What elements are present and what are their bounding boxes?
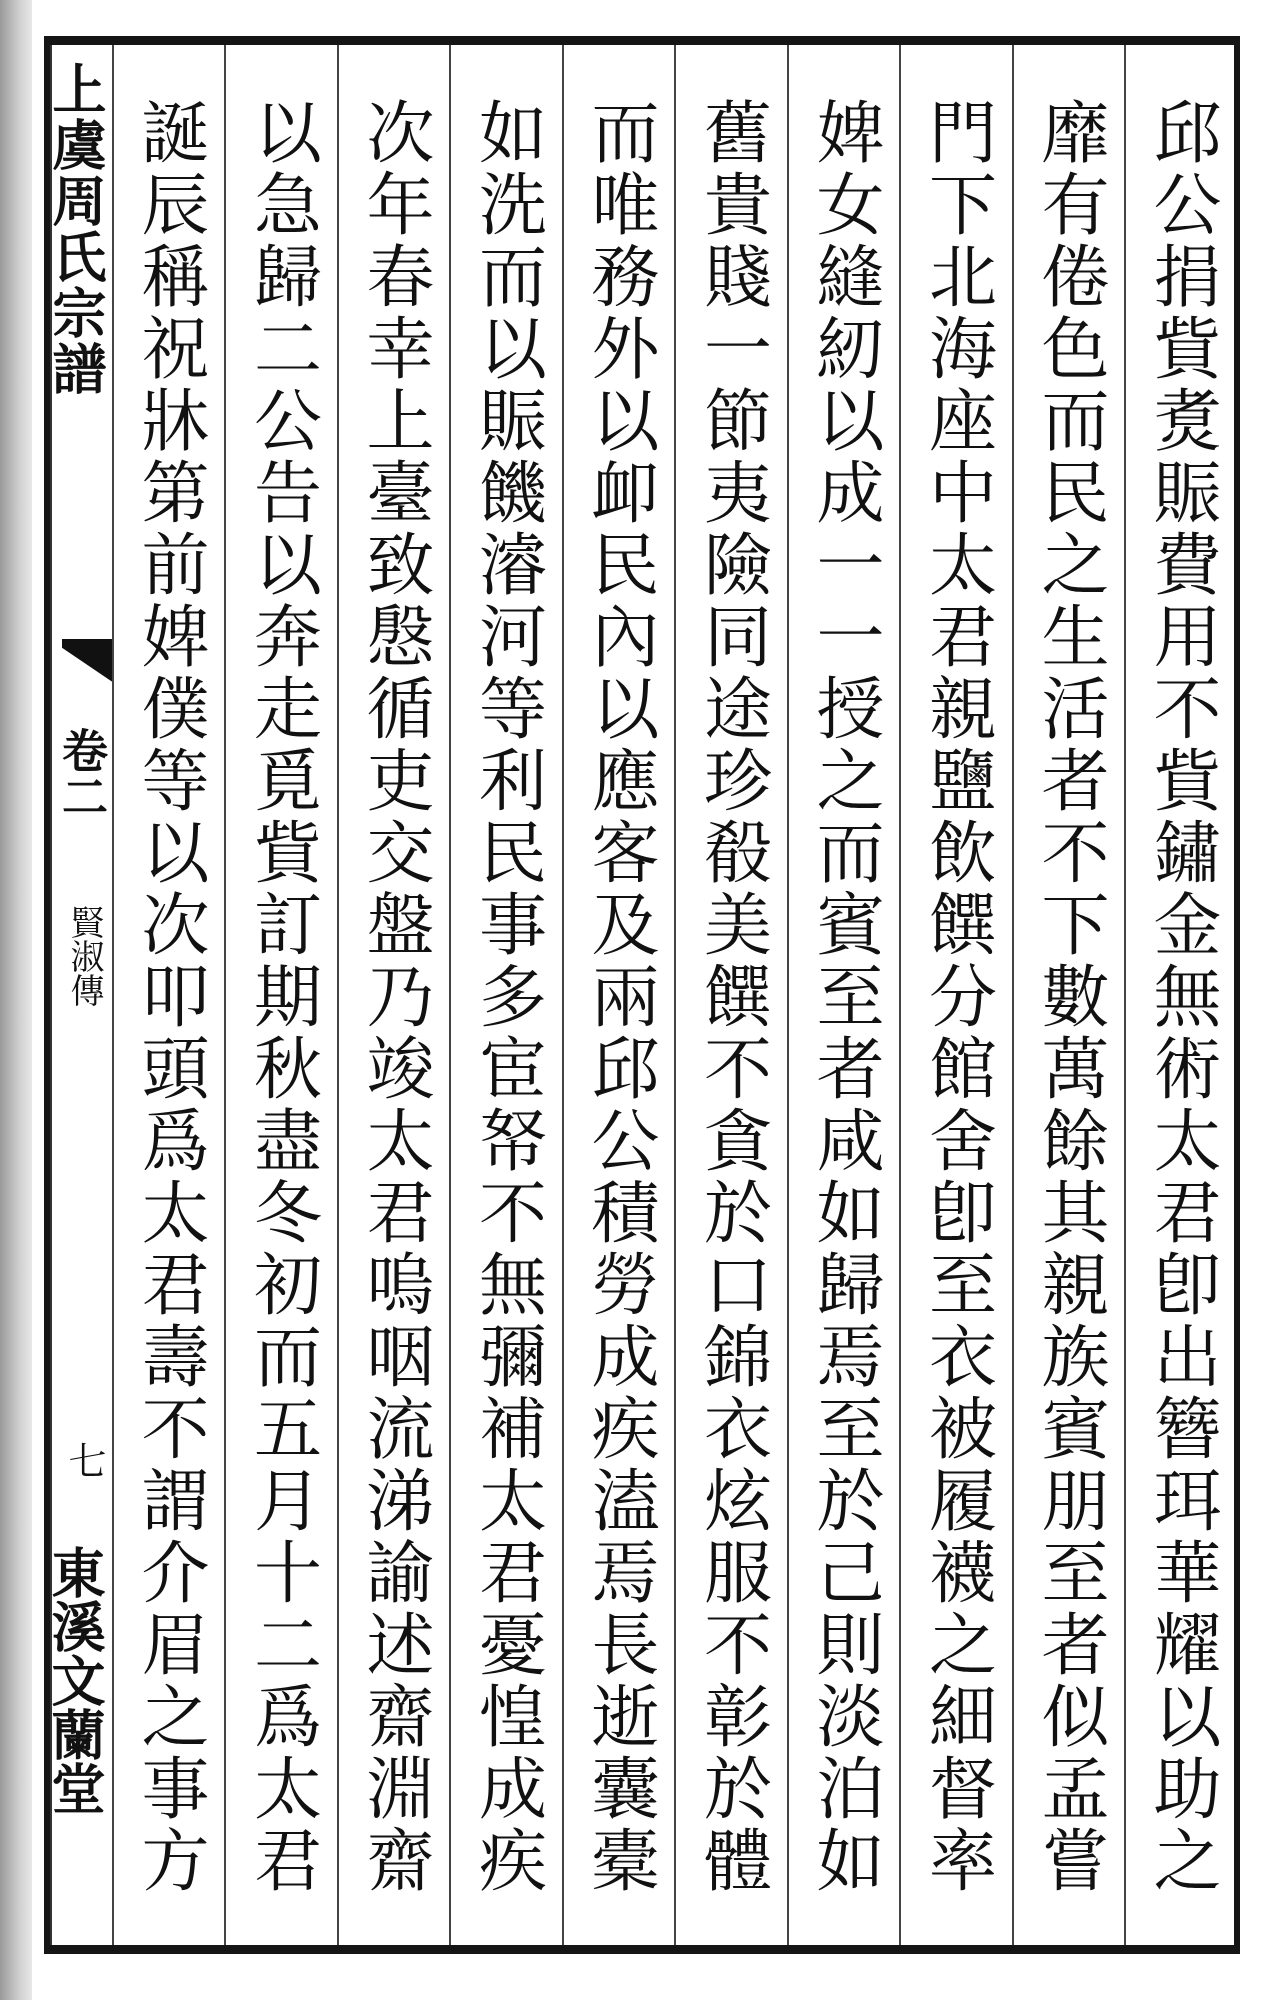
text-column-7-text: 如洗而以賑饑濬河等利民事多宦帑不無彌補太君憂惶成疾 bbox=[467, 97, 547, 1897]
margin-page-number: 七 bbox=[62, 1441, 106, 1479]
fishtail-mark bbox=[62, 639, 114, 683]
text-column-9-text: 以急歸二公告以奔走覓貲訂期秋盡冬初而五月十二爲太君 bbox=[242, 97, 322, 1897]
page-frame bbox=[44, 36, 1240, 1954]
margin-column bbox=[43, 45, 112, 1945]
text-column-9 bbox=[224, 45, 337, 1945]
book-binding-edge bbox=[0, 0, 32, 2000]
text-column-6 bbox=[562, 45, 674, 1945]
text-column-3 bbox=[899, 45, 1012, 1945]
margin-section: 賢淑傳 bbox=[64, 905, 104, 1007]
text-column-10-text: 誕辰稱祝牀第前婢僕等以次叩頭爲太君壽不謂介眉之事方 bbox=[130, 97, 209, 1897]
page-frame-inner bbox=[43, 45, 1234, 1945]
text-column-2 bbox=[1012, 45, 1124, 1945]
text-column-2-text: 靡有倦色而民之生活者不下數萬餘其親族賓朋至者似孟嘗 bbox=[1030, 97, 1109, 1897]
margin-title: 上虞周氏宗譜 bbox=[44, 61, 108, 397]
margin-hall-name: 東溪文蘭堂 bbox=[43, 1545, 107, 1815]
text-column-7 bbox=[449, 45, 562, 1945]
text-column-8-text: 次年春幸上臺致慇循吏交盤乃竣太君嗚咽流涕諭述齋淵齋 bbox=[355, 97, 434, 1897]
text-column-10 bbox=[112, 45, 224, 1945]
text-column-4 bbox=[787, 45, 899, 1945]
margin-volume: 卷二 bbox=[55, 727, 109, 819]
text-column-4-text: 婢女縫紉以成一一授之而賓至者咸如歸焉至於己則淡泊如 bbox=[805, 97, 884, 1897]
text-column-5-text: 舊貴賤一節夷險同途珍殽美饌不貪於口錦衣炫服不彰於體 bbox=[692, 97, 772, 1897]
text-column-1-text: 邱公捐貲煑賑費用不貲鏽金無術太君卽出簪珥華耀以助之 bbox=[1142, 97, 1221, 1897]
text-column-3-text: 門下北海座中太君親鹽飲饌分館舍卽至衣被履襪之細督率 bbox=[917, 97, 997, 1897]
text-column-6-text: 而唯務外以卹民內以應客及兩邱公積勞成疾溘焉長逝囊橐 bbox=[580, 97, 659, 1897]
text-column-8 bbox=[337, 45, 449, 1945]
text-column-1 bbox=[1124, 45, 1236, 1945]
text-column-5 bbox=[674, 45, 787, 1945]
